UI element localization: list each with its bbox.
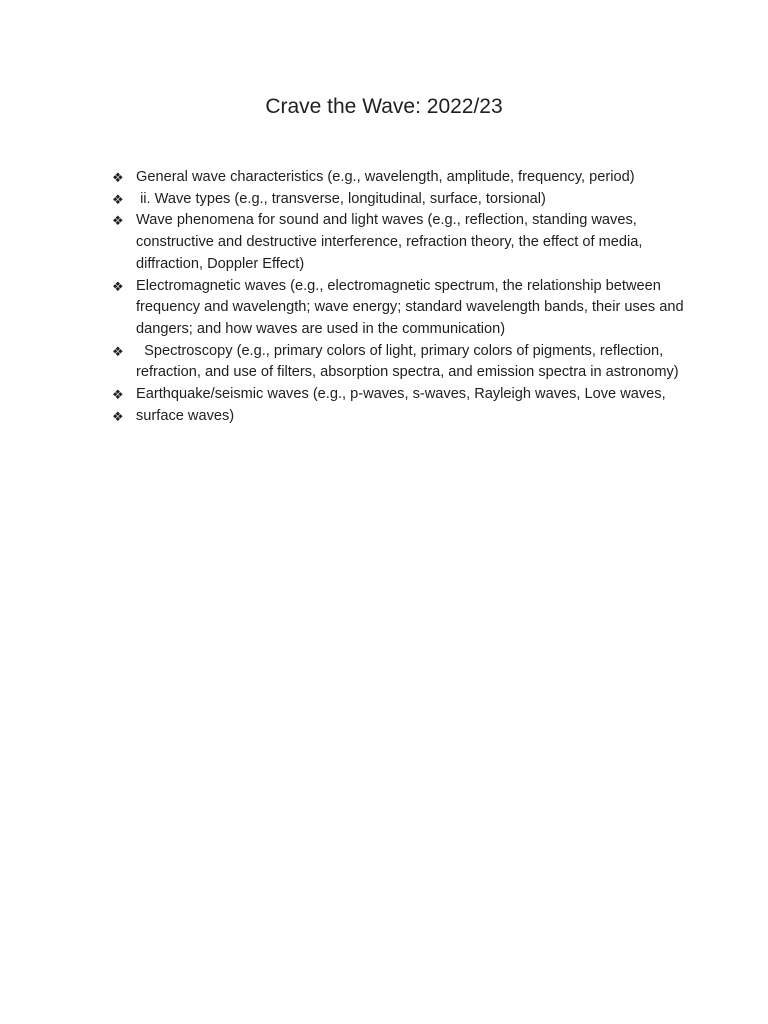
diamond-bullet-icon: ❖ bbox=[112, 191, 124, 207]
list-item-text: Electromagnetic waves (e.g., electromagnetic spectrum, the relationship between frequency and wavelength; wave energy; standard wavelength bands, their uses and dangers; and how waves are used in the communication) bbox=[136, 277, 688, 337]
diamond-bullet-icon: ❖ bbox=[112, 170, 124, 185]
list-item-text: Wave phenomena for sound and light waves (e.g., reflection, standing waves, constructive and destructive interference, refraction theory, the effect of media, diffraction, Doppler Effect) bbox=[136, 212, 647, 272]
list-item-text: General wave characteristics (e.g., wavelength, amplitude, frequency, period) bbox=[136, 169, 635, 185]
list-item bbox=[112, 406, 684, 428]
list-item-text: ii. Wave types (e.g., transverse, longitudinal, surface, torsional) bbox=[136, 190, 546, 207]
diamond-bullet-icon: ❖ bbox=[112, 343, 124, 359]
list-item bbox=[112, 341, 684, 384]
list-item bbox=[112, 189, 684, 211]
list-item-text: surface waves) bbox=[136, 407, 235, 424]
list-item bbox=[112, 210, 684, 275]
list-item-text: Earthquake/seismic waves (e.g., p-waves, s-waves, Rayleigh waves, Love waves, bbox=[136, 386, 666, 403]
diamond-bullet-icon: ❖ bbox=[112, 408, 124, 424]
list-item-text: Spectroscopy (e.g., primary colors of light, primary colors of pigments, reflection, refraction, and use of filters, absorption spectra, and emission spectra in astronomy) bbox=[136, 342, 679, 381]
page-title: Crave the Wave: 2022/23 bbox=[265, 95, 503, 118]
list-item bbox=[112, 276, 688, 341]
diamond-bullet-icon: ❖ bbox=[112, 387, 124, 403]
diamond-bullet-icon: ❖ bbox=[112, 278, 124, 294]
diamond-bullet-icon: ❖ bbox=[112, 213, 124, 229]
list-item bbox=[112, 167, 684, 189]
list-item bbox=[112, 384, 684, 406]
topic-list bbox=[112, 167, 688, 427]
